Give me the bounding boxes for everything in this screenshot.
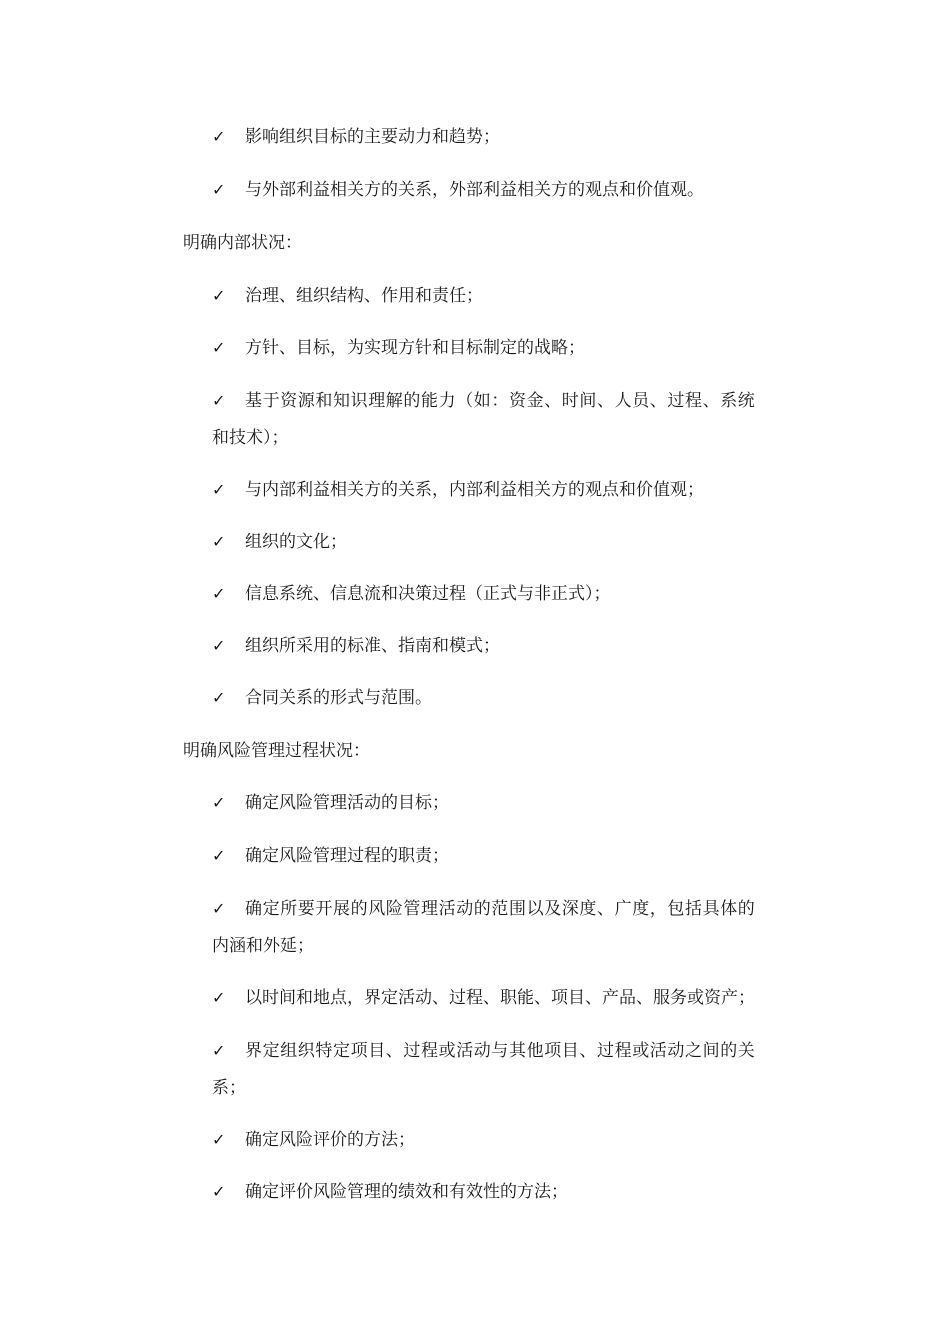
list-item (212, 479, 812, 501)
checkmark-icon: ✓ (212, 338, 226, 357)
checkmark-icon: ✓ (212, 688, 226, 707)
checkmark-icon: ✓ (212, 793, 226, 812)
list-item-text: 信息系统、信息流和决策过程（正式与非正式）； (245, 584, 611, 604)
checkmark-icon: ✓ (212, 391, 227, 410)
list-item (212, 1181, 812, 1203)
list-item-text: 治理、组织结构、作用和责任； (245, 286, 483, 306)
checkmark-icon: ✓ (212, 584, 226, 603)
list-item (212, 792, 812, 814)
list-item-continuation: 内涵和外延； (212, 936, 314, 956)
list-item-text: 合同关系的形式与范围。 (245, 688, 432, 708)
list-item-text: 确定风险评价的方法； (245, 1130, 415, 1150)
section-heading-risk-process: 明确风险管理过程状况： (183, 741, 370, 761)
list-item (212, 285, 812, 307)
checkmark-icon: ✓ (212, 180, 226, 199)
list-item (212, 179, 812, 201)
list-item (212, 987, 812, 1009)
list-item-continuation: 系； (212, 1078, 246, 1098)
list-item (212, 583, 812, 605)
list-item (212, 898, 812, 957)
checkmark-icon: ✓ (212, 286, 226, 305)
checkmark-icon: ✓ (212, 846, 226, 865)
list-item-text: 确定风险管理活动的目标； (245, 793, 449, 813)
list-item-text: 与内部利益相关方的关系，内部利益相关方的观点和价值观； (245, 480, 704, 500)
checkmark-icon: ✓ (212, 532, 226, 551)
list-item-text: 以时间和地点，界定活动、过程、职能、项目、产品、服务或资产； (245, 988, 755, 1008)
list-item-text: 确定所要开展的风险管理活动的范围以及深度、广度，包括具体的 (245, 899, 756, 919)
list-item-text: 基于资源和知识理解的能力（如：资金、时间、人员、过程、系统 (245, 391, 756, 411)
list-item-text: 影响组织目标的主要动力和趋势； (245, 127, 500, 147)
checkmark-icon: ✓ (212, 127, 226, 146)
list-item-text: 确定评价风险管理的绩效和有效性的方法； (245, 1182, 568, 1202)
list-item-text: 确定风险管理过程的职责； (245, 846, 449, 866)
list-item-text: 组织所采用的标准、指南和模式； (245, 636, 500, 656)
list-item-text: 方针、目标，为实现方针和目标制定的战略； (245, 338, 585, 358)
list-item-text: 界定组织特定项目、过程或活动与其他项目、过程或活动之间的关 (245, 1041, 756, 1061)
list-item (212, 531, 812, 553)
list-item-text: 与外部利益相关方的关系，外部利益相关方的观点和价值观。 (245, 180, 704, 200)
checkmark-icon: ✓ (212, 1041, 227, 1060)
checkmark-icon: ✓ (212, 636, 226, 655)
list-item (212, 1129, 812, 1151)
checkmark-icon: ✓ (212, 1130, 226, 1149)
checkmark-icon: ✓ (212, 899, 227, 918)
list-item (212, 126, 812, 148)
checkmark-icon: ✓ (212, 480, 226, 499)
list-item (212, 845, 812, 867)
list-item (212, 687, 812, 709)
list-item (212, 337, 812, 359)
section-heading-internal: 明确内部状况： (183, 233, 302, 253)
list-item (212, 1040, 812, 1099)
list-item-text: 组织的文化； (245, 532, 347, 552)
list-item-continuation: 和技术）； (212, 428, 289, 448)
checkmark-icon: ✓ (212, 1182, 226, 1201)
list-item (212, 635, 812, 657)
checkmark-icon: ✓ (212, 988, 226, 1007)
list-item (212, 390, 812, 449)
